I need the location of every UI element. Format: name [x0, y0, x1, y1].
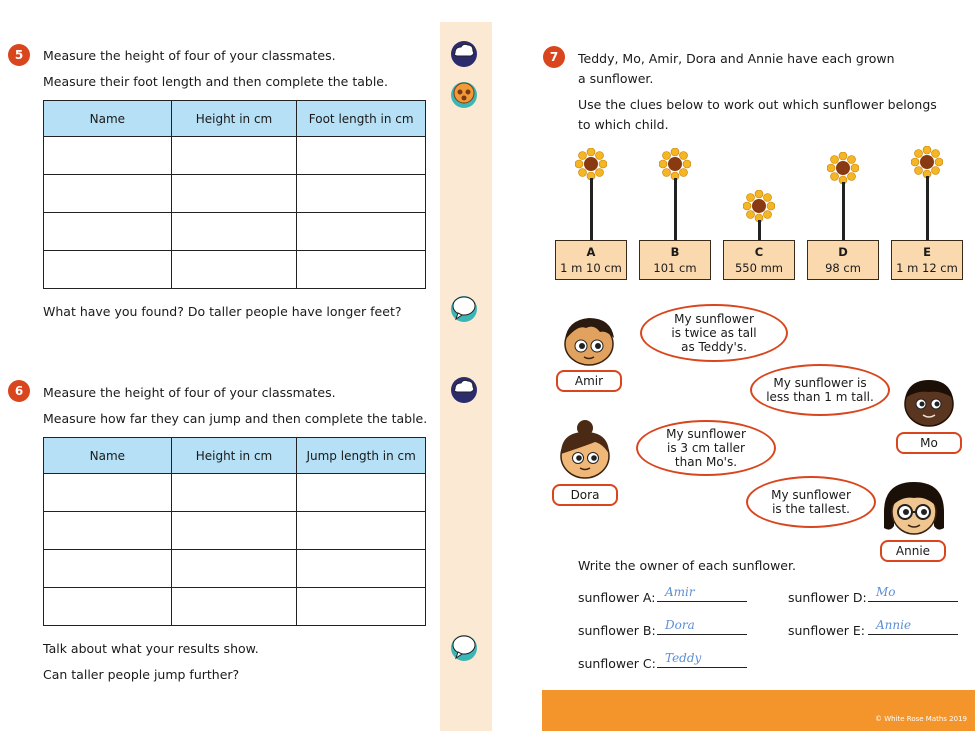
- sunflower-d-answer[interactable]: Mo: [868, 584, 958, 602]
- mo-speech-line-2: less than 1 m tall.: [766, 390, 874, 404]
- table-cell[interactable]: [171, 550, 297, 588]
- table-cell[interactable]: [297, 512, 426, 550]
- annie-speech-line-1: My sunflower: [771, 488, 851, 502]
- q6-header-jump: Jump length in cm: [297, 438, 426, 474]
- table-cell[interactable]: [297, 137, 426, 175]
- table-cell[interactable]: [44, 175, 172, 213]
- amir-name-tag: Amir: [556, 370, 622, 392]
- q7-clue-2: to which child.: [578, 117, 669, 132]
- sunflower-a-label: sunflower A:: [578, 590, 656, 605]
- q6-table: [43, 437, 426, 626]
- pot-size: 98 cm: [825, 261, 861, 275]
- table-cell[interactable]: [171, 175, 297, 213]
- amir-speech-bubble: [640, 304, 788, 362]
- annie-name-tag: Annie: [880, 540, 946, 562]
- pot-e: [891, 240, 963, 280]
- table-cell[interactable]: [44, 137, 172, 175]
- sunflower-stem: [842, 182, 845, 240]
- table-row: [44, 512, 426, 550]
- sunflower-head-icon: [743, 190, 775, 222]
- question-7-number: 7: [543, 46, 565, 68]
- q6-instruction-1: Measure the height of four of your classmates.: [43, 385, 336, 400]
- q6-header-name: Name: [44, 438, 172, 474]
- group-work-icon: [449, 80, 479, 110]
- table-cell[interactable]: [171, 251, 297, 289]
- write-owner-prompt: Write the owner of each sunflower.: [578, 558, 796, 573]
- q6-instruction-2: Measure how far they can jump and then complete the table.: [43, 411, 428, 426]
- sunflower-c-answer[interactable]: Teddy: [657, 650, 747, 668]
- table-cell[interactable]: [44, 550, 172, 588]
- sunflower-stem: [590, 178, 593, 240]
- pot-d: [807, 240, 879, 280]
- pot-letter: D: [838, 245, 848, 259]
- question-5-number: 5: [8, 44, 30, 66]
- q5-question: What have you found? Do taller people have longer feet?: [43, 304, 402, 319]
- pot-letter: A: [586, 245, 596, 259]
- footer-bar: [542, 690, 975, 731]
- table-cell[interactable]: [297, 213, 426, 251]
- amir-speech-line-3: as Teddy's.: [681, 340, 747, 354]
- table-row: [44, 474, 426, 512]
- table-cell[interactable]: [44, 474, 172, 512]
- sunflower-d-label: sunflower D:: [788, 590, 867, 605]
- table-cell[interactable]: [44, 251, 172, 289]
- sunflower-stem: [674, 178, 677, 240]
- q7-clue-1: Use the clues below to work out which sunflower belongs: [578, 97, 937, 112]
- sunflower-c-label: sunflower C:: [578, 656, 656, 671]
- sunflower-stem: [926, 176, 929, 240]
- table-cell[interactable]: [171, 588, 297, 626]
- table-cell[interactable]: [171, 512, 297, 550]
- table-row: [44, 213, 426, 251]
- sunflower-head-icon: [827, 152, 859, 184]
- amir-speech-line-2: is twice as tall: [671, 326, 757, 340]
- q6-header-height: Height in cm: [171, 438, 297, 474]
- pot-size: 101 cm: [653, 261, 697, 275]
- table-cell[interactable]: [44, 213, 172, 251]
- sunflower-head-icon: [659, 148, 691, 180]
- table-cell[interactable]: [44, 588, 172, 626]
- table-row: [44, 251, 426, 289]
- sunflower-stem: [758, 220, 761, 240]
- mo-speech-bubble: [750, 364, 890, 416]
- pot-letter: E: [923, 245, 931, 259]
- table-cell[interactable]: [297, 175, 426, 213]
- table-row: [44, 550, 426, 588]
- q7-intro-2: a sunflower.: [578, 71, 654, 86]
- table-cell[interactable]: [297, 550, 426, 588]
- q5-header-foot: Foot length in cm: [297, 101, 426, 137]
- think-cloud-icon: [449, 38, 479, 68]
- dora-speech-line-2: is 3 cm taller: [666, 441, 745, 455]
- amir-avatar: [556, 312, 622, 368]
- pot-size: 1 m 12 cm: [896, 261, 958, 275]
- pot-letter: C: [754, 245, 764, 259]
- pot-size: 550 mm: [734, 261, 783, 275]
- annie-avatar: [878, 478, 950, 540]
- mo-avatar: [896, 374, 962, 430]
- dora-name-tag: Dora: [552, 484, 618, 506]
- table-row: [44, 588, 426, 626]
- dora-speech-line-1: My sunflower: [666, 427, 746, 441]
- table-cell[interactable]: [171, 137, 297, 175]
- table-cell[interactable]: [297, 474, 426, 512]
- q6-talk-1: Talk about what your results show.: [43, 641, 259, 656]
- mo-name-tag: Mo: [896, 432, 962, 454]
- discuss-bubble-icon: [449, 632, 479, 662]
- q7-intro-1: Teddy, Mo, Amir, Dora and Annie have each grown: [578, 51, 895, 66]
- sunflower-b-label: sunflower B:: [578, 623, 656, 638]
- discuss-bubble-icon: [449, 293, 479, 323]
- annie-speech-bubble: [746, 476, 876, 528]
- table-cell[interactable]: [297, 588, 426, 626]
- mo-speech-line-1: My sunflower is: [773, 376, 867, 390]
- q5-header-height: Height in cm: [171, 101, 297, 137]
- q6-talk-2: Can taller people jump further?: [43, 667, 240, 682]
- pot-letter: B: [670, 245, 680, 259]
- copyright-text: © White Rose Maths 2019: [874, 715, 967, 723]
- left-page: [0, 0, 440, 731]
- sunflower-head-icon: [911, 146, 943, 178]
- pot-size: 1 m 10 cm: [560, 261, 622, 275]
- question-6-number: 6: [8, 380, 30, 402]
- dora-avatar: [552, 418, 618, 482]
- q5-instruction-1: Measure the height of four of your classmates.: [43, 48, 336, 63]
- table-cell[interactable]: [171, 474, 297, 512]
- pot-a: [555, 240, 627, 280]
- sunflower-a-answer[interactable]: Amir: [657, 584, 747, 602]
- q5-header-name: Name: [44, 101, 172, 137]
- q5-table: [43, 100, 426, 289]
- sunflower-e-label: sunflower E:: [788, 623, 866, 638]
- annie-speech-line-2: is the tallest.: [772, 502, 850, 516]
- dora-speech-bubble: [636, 420, 776, 476]
- table-cell[interactable]: [297, 251, 426, 289]
- think-cloud-icon: [449, 374, 479, 404]
- sunflower-e-answer[interactable]: Annie: [868, 617, 958, 635]
- table-row: [44, 175, 426, 213]
- dora-speech-line-3: than Mo's.: [674, 455, 738, 469]
- q5-instruction-2: Measure their foot length and then complete the table.: [43, 74, 388, 89]
- sunflower-head-icon: [575, 148, 607, 180]
- sunflower-b-answer[interactable]: Dora: [657, 617, 747, 635]
- table-cell[interactable]: [44, 512, 172, 550]
- table-cell[interactable]: [171, 213, 297, 251]
- pot-c: [723, 240, 795, 280]
- table-row: [44, 137, 426, 175]
- pot-b: [639, 240, 711, 280]
- amir-speech-line-1: My sunflower: [674, 312, 754, 326]
